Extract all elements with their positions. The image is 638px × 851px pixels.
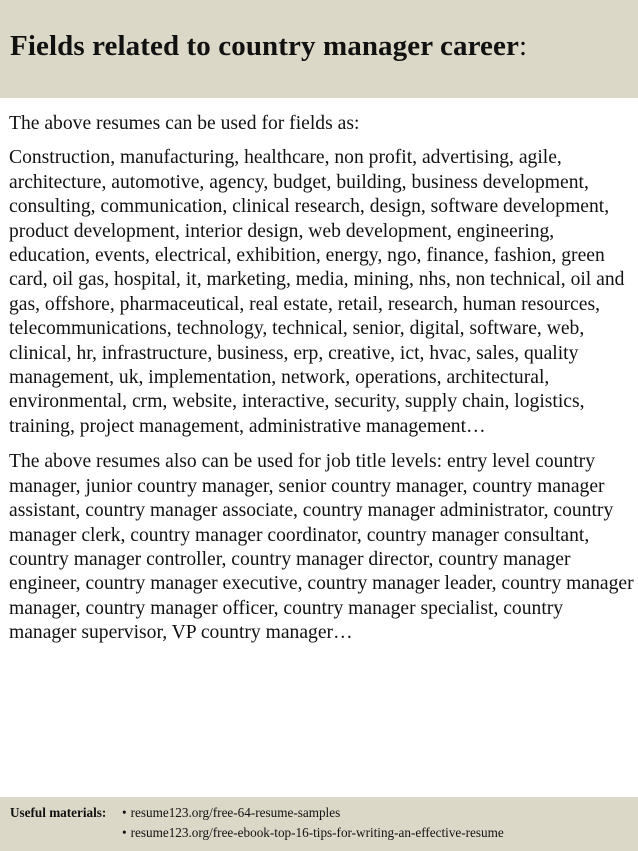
footer-row-2 xyxy=(10,823,638,843)
useful-materials-label: Useful materials: xyxy=(10,805,107,820)
job-levels-paragraph: The above resumes also can be used for job title levels: entry level country manager, junior country manager, senior country manager, country manager assistant, country manager associate, country manager administrator, country manager clerk, country manager coordinator, country manager consultant, country manager controller, country manager director, country manager engineer, country manager executive, country manager leader, country manager manager, country manager officer, country manager specialist, country manager supervisor, VP country manager… xyxy=(9,451,634,644)
fields-paragraph: Construction, manufacturing, healthcare, non profit, advertising, agile, architecture, automotive, agency, budget, building, business development, consulting, communication, clinical research, design, software development, product development, interior design, web development, engineering, education, events, electrical, exhibition, energy, ngo, finance, fashion, green card, oil gas, hospital, it, marketing, media, mining, nhs, non technical, oil and gas, offshore, pharmaceutical, real estate, retail, research, human resources, telecommunications, technology, technical, senior, digital, software, web, clinical, hr, infrastructure, business, erp, creative, ict, hvac, sales, quality management, uk, implementation, network, operations, architectural, environmental, crm, website, interactive, security, supply chain, logistics, training, project management, administrative management… xyxy=(9,147,625,437)
link-ebook-tips[interactable]: resume123.org/free-ebook-top-16-tips-for-writing-an-effective-resume xyxy=(130,825,504,840)
header-banner xyxy=(0,0,638,98)
label-spacer xyxy=(10,823,122,843)
page-title xyxy=(10,30,638,63)
main-content xyxy=(9,112,635,646)
footer-row-1 xyxy=(10,803,638,823)
page-title-text: Fields related to country manager career xyxy=(10,30,519,62)
footer-banner xyxy=(0,797,638,851)
bullet-icon: • xyxy=(122,805,127,820)
link-resume-samples[interactable]: resume123.org/free-64-resume-samples xyxy=(130,805,341,820)
intro-text: The above resumes can be used for fields as: xyxy=(9,113,360,134)
page-title-colon: : xyxy=(518,30,528,62)
bullet-icon: • xyxy=(122,825,127,840)
